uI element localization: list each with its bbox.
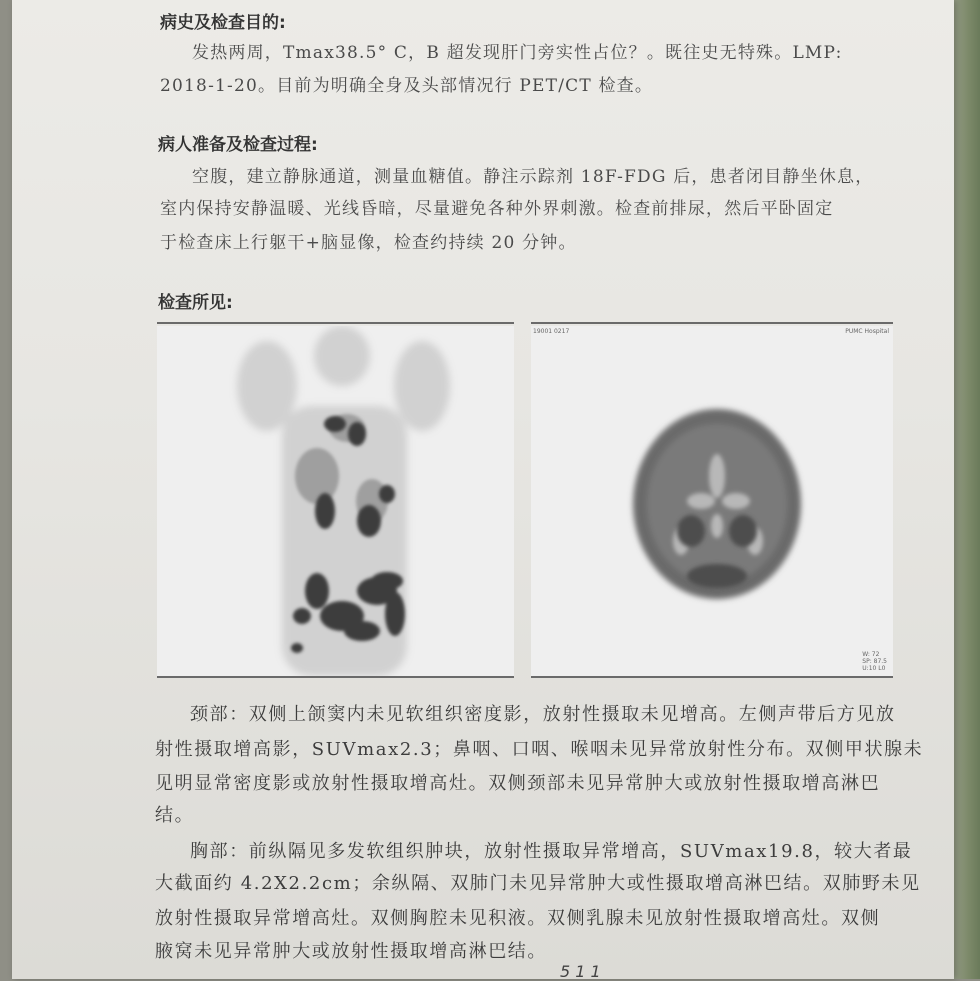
pet-brain-image — [531, 326, 893, 676]
history-line-1: 发热两周，Tmax38.5° C，B 超发现肝门旁实性占位？。既往史无特殊。LMP: — [192, 43, 843, 63]
prep-line-3: 于检查床上行躯干+脑显像，检查约持续 20 分钟。 — [160, 233, 577, 253]
chest-line-2: 大截面约 4.2X2.2cm；余纵隔、双肺门未见异常肿大或性摄取增高淋巴结。双肺野未见 — [155, 873, 921, 894]
prep-line-1: 空腹，建立静脉通道，测量血糖值。静注示踪剂 18F-FDG 后，患者闭目静坐休息， — [192, 167, 874, 187]
neck-line-3: 见明显常密度影或放射性摄取增高灶。双侧颈部未见异常肿大或放射性摄取增高淋巴 — [155, 773, 881, 794]
right-image-top-rule — [531, 322, 893, 324]
image-footer-text: W: 72 SP: 87.5 U:10 L0 — [862, 651, 887, 672]
neck-line-1: 颈部：双侧上颌窦内未见软组织密度影，放射性摄取未见增高。左侧声带后方见放 — [190, 704, 896, 725]
history-line-2: 2018-1-20。目前为明确全身及头部情况行 PET/CT 检查。 — [160, 76, 654, 96]
left-image-bottom-rule — [157, 676, 514, 678]
right-image-bottom-rule — [531, 676, 893, 678]
chest-line-1: 胸部：前纵隔见多发软组织肿块，放射性摄取异常增高，SUVmax19.8，较大者最 — [190, 841, 913, 862]
handwritten-page-mark: 5 1 1 — [560, 962, 601, 981]
chest-line-3: 放射性摄取异常增高灶。双侧胸腔未见积液。双侧乳腺未见放射性摄取增高灶。双侧 — [155, 908, 881, 929]
chest-line-4: 腋窝未见异常肿大或放射性摄取增高淋巴结。 — [155, 941, 547, 962]
report-page — [12, 0, 954, 979]
image-header-left: 19001 0217 — [533, 328, 570, 335]
image-header-right: PUMC Hospital — [845, 328, 889, 335]
background-edge — [950, 0, 980, 979]
pet-body-image — [157, 326, 514, 676]
prep-heading: 病人准备及检查过程: — [158, 135, 318, 155]
neck-line-2: 射性摄取增高影，SUVmax2.3；鼻咽、口咽、喉咽未见异常放射性分布。双侧甲状腺未 — [155, 739, 924, 760]
findings-heading: 检查所见: — [158, 293, 233, 313]
left-image-top-rule — [157, 322, 514, 324]
history-heading: 病史及检查目的: — [160, 13, 286, 33]
neck-line-4: 结。 — [155, 805, 195, 826]
prep-line-2: 室内保持安静温暖、光线昏暗，尽量避免各种外界刺激。检查前排尿，然后平卧固定 — [160, 199, 834, 219]
